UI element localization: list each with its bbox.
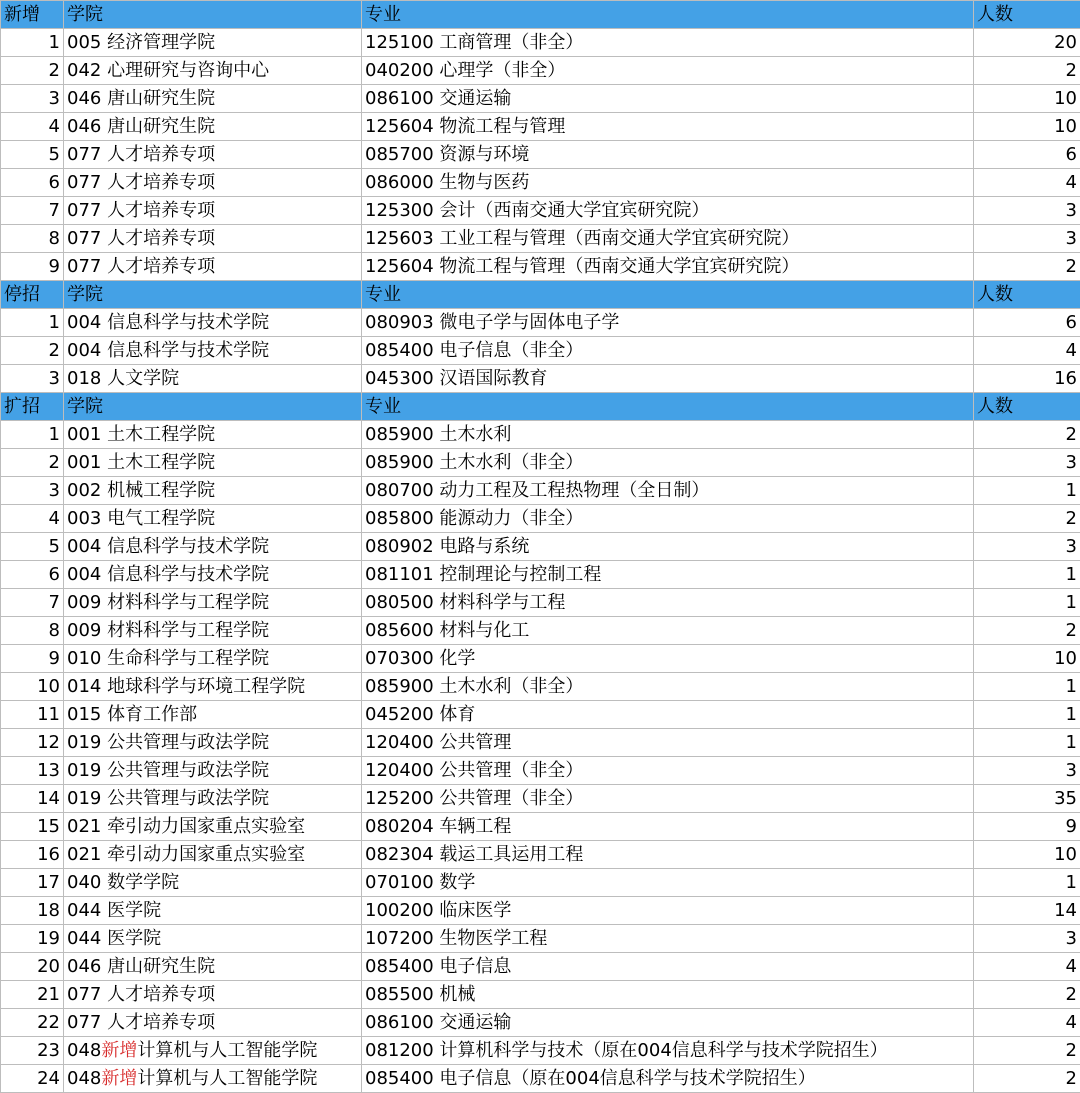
table-row (1, 85, 1080, 113)
count-cell: 3 (974, 533, 1080, 561)
row-number: 18 (1, 897, 64, 925)
major-cell: 080903 微电子学与固体电子学 (362, 309, 974, 337)
major-cell: 045200 体育 (362, 701, 974, 729)
row-number: 8 (1, 225, 64, 253)
major-cell: 080500 材料科学与工程 (362, 589, 974, 617)
new-tag: 新增 (101, 1040, 137, 1061)
college-cell: 044 医学院 (64, 925, 362, 953)
row-number: 6 (1, 169, 64, 197)
table-row (1, 449, 1080, 477)
table-row (1, 561, 1080, 589)
college-cell: 001 土木工程学院 (64, 449, 362, 477)
college-name: 计算机与人工智能学院 (137, 1068, 317, 1089)
row-number: 7 (1, 197, 64, 225)
major-cell: 086100 交通运输 (362, 1009, 974, 1037)
table-row (1, 1009, 1080, 1037)
section-header-row (1, 393, 1080, 421)
table-row (1, 869, 1080, 897)
table-row (1, 589, 1080, 617)
major-cell: 085900 土木水利（非全） (362, 673, 974, 701)
table-row (1, 813, 1080, 841)
count-cell: 3 (974, 197, 1080, 225)
header-major: 专业 (362, 393, 974, 421)
college-code: 048 (67, 1040, 101, 1061)
row-number: 10 (1, 673, 64, 701)
major-cell: 085400 电子信息（原在004信息科学与技术学院招生） (362, 1065, 974, 1093)
row-number: 5 (1, 141, 64, 169)
count-cell: 2 (974, 505, 1080, 533)
table-row (1, 617, 1080, 645)
college-cell: 004 信息科学与技术学院 (64, 561, 362, 589)
college-cell: 004 信息科学与技术学院 (64, 337, 362, 365)
section-title: 扩招 (1, 393, 64, 421)
row-number: 16 (1, 841, 64, 869)
count-cell: 2 (974, 421, 1080, 449)
college-cell: 009 材料科学与工程学院 (64, 589, 362, 617)
row-number: 3 (1, 365, 64, 393)
row-number: 2 (1, 449, 64, 477)
major-cell: 085900 土木水利 (362, 421, 974, 449)
college-cell: 046 唐山研究生院 (64, 113, 362, 141)
count-cell: 1 (974, 729, 1080, 757)
row-number: 3 (1, 477, 64, 505)
section-header-row (1, 1, 1080, 29)
major-cell: 085600 材料与化工 (362, 617, 974, 645)
row-number: 15 (1, 813, 64, 841)
college-cell: 042 心理研究与咨询中心 (64, 57, 362, 85)
row-number: 2 (1, 57, 64, 85)
count-cell: 4 (974, 1009, 1080, 1037)
header-count: 人数 (974, 1, 1080, 29)
table-row (1, 477, 1080, 505)
major-cell: 086100 交通运输 (362, 85, 974, 113)
row-number: 21 (1, 981, 64, 1009)
table-row (1, 421, 1080, 449)
college-cell: 014 地球科学与环境工程学院 (64, 673, 362, 701)
major-cell: 085900 土木水利（非全） (362, 449, 974, 477)
count-cell: 1 (974, 869, 1080, 897)
count-cell: 2 (974, 981, 1080, 1009)
college-cell: 077 人才培养专项 (64, 169, 362, 197)
college-cell: 001 土木工程学院 (64, 421, 362, 449)
table-row (1, 785, 1080, 813)
count-cell: 6 (974, 309, 1080, 337)
college-cell: 021 牵引动力国家重点实验室 (64, 813, 362, 841)
major-cell: 085400 电子信息 (362, 953, 974, 981)
count-cell: 2 (974, 57, 1080, 85)
major-cell: 082304 载运工具运用工程 (362, 841, 974, 869)
college-cell: 019 公共管理与政法学院 (64, 729, 362, 757)
header-count: 人数 (974, 281, 1080, 309)
major-cell: 070100 数学 (362, 869, 974, 897)
row-number: 12 (1, 729, 64, 757)
header-college: 学院 (64, 1, 362, 29)
major-cell: 085400 电子信息（非全） (362, 337, 974, 365)
college-cell: 019 公共管理与政法学院 (64, 785, 362, 813)
college-cell: 077 人才培养专项 (64, 197, 362, 225)
table-row (1, 533, 1080, 561)
major-cell: 100200 临床医学 (362, 897, 974, 925)
table-row (1, 113, 1080, 141)
row-number: 8 (1, 617, 64, 645)
table-row (1, 897, 1080, 925)
count-cell: 3 (974, 925, 1080, 953)
count-cell: 9 (974, 813, 1080, 841)
row-number: 3 (1, 85, 64, 113)
table-row (1, 729, 1080, 757)
new-tag: 新增 (101, 1068, 137, 1089)
header-college: 学院 (64, 281, 362, 309)
college-cell: 040 数学学院 (64, 869, 362, 897)
table-row (1, 757, 1080, 785)
major-cell: 125603 工业工程与管理（西南交通大学宜宾研究院） (362, 225, 974, 253)
college-cell: 046 唐山研究生院 (64, 85, 362, 113)
college-cell: 005 经济管理学院 (64, 29, 362, 57)
major-cell: 125604 物流工程与管理（西南交通大学宜宾研究院） (362, 253, 974, 281)
count-cell: 1 (974, 673, 1080, 701)
row-number: 1 (1, 309, 64, 337)
college-cell: 019 公共管理与政法学院 (64, 757, 362, 785)
college-cell: 018 人文学院 (64, 365, 362, 393)
college-cell: 002 机械工程学院 (64, 477, 362, 505)
section-title: 停招 (1, 281, 64, 309)
college-cell (64, 1037, 362, 1065)
count-cell: 10 (974, 113, 1080, 141)
count-cell: 2 (974, 1037, 1080, 1065)
row-number: 9 (1, 253, 64, 281)
count-cell: 1 (974, 561, 1080, 589)
table-row (1, 225, 1080, 253)
row-number: 13 (1, 757, 64, 785)
major-cell: 086000 生物与医药 (362, 169, 974, 197)
major-cell: 085800 能源动力（非全） (362, 505, 974, 533)
major-cell: 125100 工商管理（非全） (362, 29, 974, 57)
college-name: 计算机与人工智能学院 (137, 1040, 317, 1061)
header-count: 人数 (974, 393, 1080, 421)
row-number: 20 (1, 953, 64, 981)
count-cell: 1 (974, 477, 1080, 505)
major-cell: 085500 机械 (362, 981, 974, 1009)
college-cell: 077 人才培养专项 (64, 225, 362, 253)
count-cell: 4 (974, 953, 1080, 981)
row-number: 9 (1, 645, 64, 673)
row-number: 24 (1, 1065, 64, 1093)
row-number: 1 (1, 421, 64, 449)
row-number: 19 (1, 925, 64, 953)
college-cell: 003 电气工程学院 (64, 505, 362, 533)
count-cell: 2 (974, 617, 1080, 645)
table-row (1, 337, 1080, 365)
count-cell: 4 (974, 337, 1080, 365)
college-cell: 009 材料科学与工程学院 (64, 617, 362, 645)
major-cell: 125200 公共管理（非全） (362, 785, 974, 813)
major-cell: 120400 公共管理 (362, 729, 974, 757)
major-cell: 125604 物流工程与管理 (362, 113, 974, 141)
count-cell: 10 (974, 85, 1080, 113)
table-row (1, 141, 1080, 169)
count-cell: 20 (974, 29, 1080, 57)
count-cell: 2 (974, 1065, 1080, 1093)
college-cell: 077 人才培养专项 (64, 141, 362, 169)
table-row (1, 673, 1080, 701)
table-row (1, 253, 1080, 281)
college-code: 048 (67, 1068, 101, 1089)
count-cell: 10 (974, 645, 1080, 673)
count-cell: 4 (974, 169, 1080, 197)
college-cell: 004 信息科学与技术学院 (64, 533, 362, 561)
college-cell: 046 唐山研究生院 (64, 953, 362, 981)
count-cell: 1 (974, 589, 1080, 617)
row-number: 14 (1, 785, 64, 813)
count-cell: 3 (974, 449, 1080, 477)
college-cell: 010 生命科学与工程学院 (64, 645, 362, 673)
college-cell: 077 人才培养专项 (64, 1009, 362, 1037)
college-cell: 021 牵引动力国家重点实验室 (64, 841, 362, 869)
table-row (1, 505, 1080, 533)
header-college: 学院 (64, 393, 362, 421)
row-number: 17 (1, 869, 64, 897)
header-major: 专业 (362, 281, 974, 309)
table-row (1, 1065, 1080, 1093)
table-row (1, 925, 1080, 953)
table-row (1, 953, 1080, 981)
count-cell: 3 (974, 225, 1080, 253)
count-cell: 16 (974, 365, 1080, 393)
count-cell: 6 (974, 141, 1080, 169)
major-cell: 085700 资源与环境 (362, 141, 974, 169)
table-row (1, 169, 1080, 197)
row-number: 11 (1, 701, 64, 729)
table-body (1, 1, 1080, 1093)
college-cell: 015 体育工作部 (64, 701, 362, 729)
table-row (1, 197, 1080, 225)
row-number: 1 (1, 29, 64, 57)
table-row (1, 29, 1080, 57)
major-cell: 081101 控制理论与控制工程 (362, 561, 974, 589)
major-cell: 080700 动力工程及工程热物理（全日制） (362, 477, 974, 505)
table-row (1, 57, 1080, 85)
table-row (1, 309, 1080, 337)
count-cell: 35 (974, 785, 1080, 813)
row-number: 2 (1, 337, 64, 365)
row-number: 6 (1, 561, 64, 589)
major-cell: 120400 公共管理（非全） (362, 757, 974, 785)
major-cell: 080902 电路与系统 (362, 533, 974, 561)
section-header-row (1, 281, 1080, 309)
table-row (1, 981, 1080, 1009)
major-cell: 125300 会计（西南交通大学宜宾研究院） (362, 197, 974, 225)
row-number: 5 (1, 533, 64, 561)
major-cell: 045300 汉语国际教育 (362, 365, 974, 393)
major-cell: 070300 化学 (362, 645, 974, 673)
major-cell: 040200 心理学（非全） (362, 57, 974, 85)
section-title: 新增 (1, 1, 64, 29)
count-cell: 14 (974, 897, 1080, 925)
count-cell: 3 (974, 757, 1080, 785)
table-row (1, 645, 1080, 673)
table-row (1, 701, 1080, 729)
count-cell: 2 (974, 253, 1080, 281)
table-row (1, 365, 1080, 393)
row-number: 4 (1, 505, 64, 533)
count-cell: 10 (974, 841, 1080, 869)
header-major: 专业 (362, 1, 974, 29)
row-number: 23 (1, 1037, 64, 1065)
college-cell: 004 信息科学与技术学院 (64, 309, 362, 337)
row-number: 4 (1, 113, 64, 141)
row-number: 22 (1, 1009, 64, 1037)
table-row (1, 1037, 1080, 1065)
college-cell: 044 医学院 (64, 897, 362, 925)
college-cell (64, 1065, 362, 1093)
major-cell: 080204 车辆工程 (362, 813, 974, 841)
table-row (1, 841, 1080, 869)
college-cell: 077 人才培养专项 (64, 981, 362, 1009)
major-cell: 081200 计算机科学与技术（原在004信息科学与技术学院招生） (362, 1037, 974, 1065)
row-number: 7 (1, 589, 64, 617)
college-cell: 077 人才培养专项 (64, 253, 362, 281)
major-cell: 107200 生物医学工程 (362, 925, 974, 953)
count-cell: 1 (974, 701, 1080, 729)
